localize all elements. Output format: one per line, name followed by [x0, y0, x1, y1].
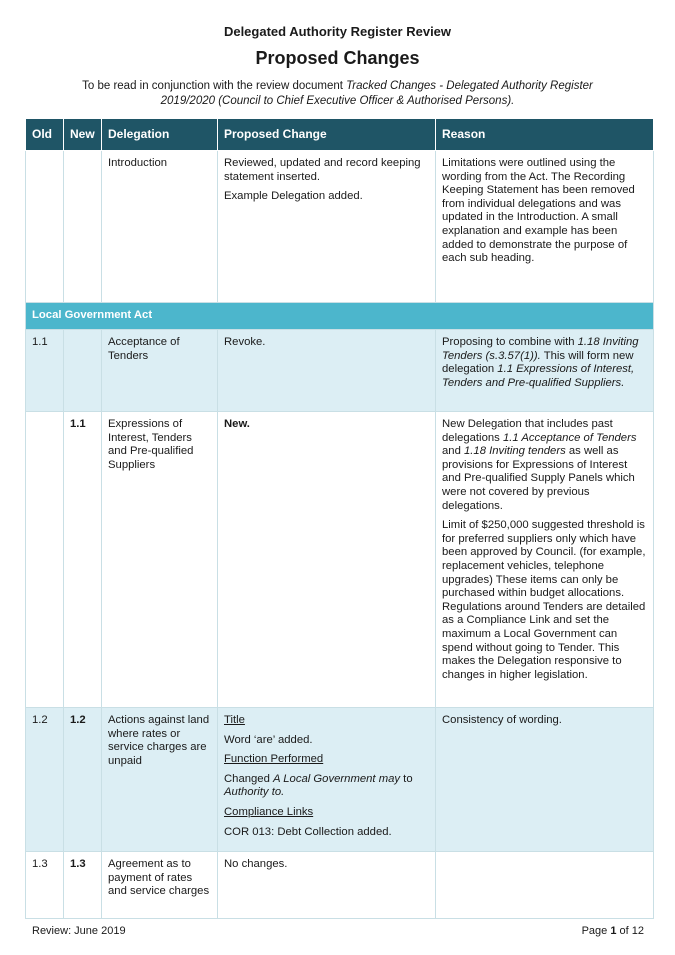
cell-proposed-change: Reviewed, updated and record keeping statement inserted. Example Delegation added. — [218, 151, 436, 303]
cell-new: 1.1 — [64, 412, 102, 708]
cell-new: 1.2 — [64, 708, 102, 852]
table-row-1-1-old — [26, 330, 654, 412]
table-row-introduction — [26, 151, 654, 303]
table-header-row — [26, 119, 654, 151]
intro-text: To be read in conjunction with the review document Tracked Changes - Delegated Authority Register 2019/2020 (Council to Chief Executive Officer & Authorised Persons). — [82, 80, 593, 107]
cell-proposed-change: Title Word ‘are’ added. Function Performed Changed A Local Government may to Authority to. Compliance Links COR 013: Debt Collection added. — [218, 708, 436, 852]
cell-old: 1.2 — [26, 708, 64, 852]
cell-delegation: Actions against land where rates or service charges are unpaid — [102, 708, 218, 852]
cell-new: 1.3 — [64, 852, 102, 919]
cell-old: 1.3 — [26, 852, 64, 919]
cell-proposed-change: No changes. — [218, 852, 436, 919]
cell-reason: Proposing to combine with 1.18 Inviting Tenders (s.3.57(1)). This will form new delegation 1.1 Expressions of Interest, Tenders and Pre-qualified Suppliers. — [436, 330, 654, 412]
cell-old — [26, 151, 64, 303]
changes-table — [25, 118, 654, 919]
page-title: Proposed Changes — [255, 48, 420, 68]
cell-reason: Limitations were outlined using the wording from the Act. The Recording Keeping Statement has been removed from individual delegations and was updated in the Introduction. A small explanation and example has been added to demonstrate the purpose of each sub heading. — [436, 151, 654, 303]
col-old-header: Old — [26, 119, 64, 151]
cell-old — [26, 412, 64, 708]
cell-reason — [436, 852, 654, 919]
section-label: Local Government Act — [26, 303, 654, 330]
cell-proposed-change: New. — [218, 412, 436, 708]
cell-delegation: Introduction — [102, 151, 218, 303]
cell-reason: Consistency of wording. — [436, 708, 654, 852]
cell-delegation: Acceptance of Tenders — [102, 330, 218, 412]
table-row-1-2 — [26, 708, 654, 852]
col-proposed-change-header: Proposed Change — [218, 119, 436, 151]
col-delegation-header: Delegation — [102, 119, 218, 151]
section-row-local-government-act — [26, 303, 654, 330]
cell-reason: New Delegation that includes past delegations 1.1 Acceptance of Tenders and 1.18 Inviting tenders as well as provisions for Expressions of Interest and Pre-qualified Supply Panels which were not covered by previous delegations. Limit of $250,000 suggested threshold is for preferred suppliers only which have been approved by Council. (for example, replacement vehicles, telephone upgrades) These items can only be purchased within budget allocations. Regulations around Tenders are detailed as a Compliance Link and set the maximum a Local Government can spend without going to Tender. This makes the Delegation responsive to changes in higher legislation. — [436, 412, 654, 708]
footer-page-number: Page 1 of 12 — [581, 925, 644, 937]
cell-delegation: Expressions of Interest, Tenders and Pre-qualified Suppliers — [102, 412, 218, 708]
col-new-header: New — [64, 119, 102, 151]
cell-new — [64, 330, 102, 412]
document-title: Delegated Authority Register Review — [223, 24, 452, 39]
cell-proposed-change: Revoke. — [218, 330, 436, 412]
col-reason-header: Reason — [436, 119, 654, 151]
cell-delegation: Agreement as to payment of rates and service charges — [102, 852, 218, 919]
cell-new — [64, 151, 102, 303]
table-row-1-3 — [26, 852, 654, 919]
table-row-1-1-new — [26, 412, 654, 708]
footer-review-date: Review: June 2019 — [32, 925, 126, 937]
cell-old: 1.1 — [26, 330, 64, 412]
